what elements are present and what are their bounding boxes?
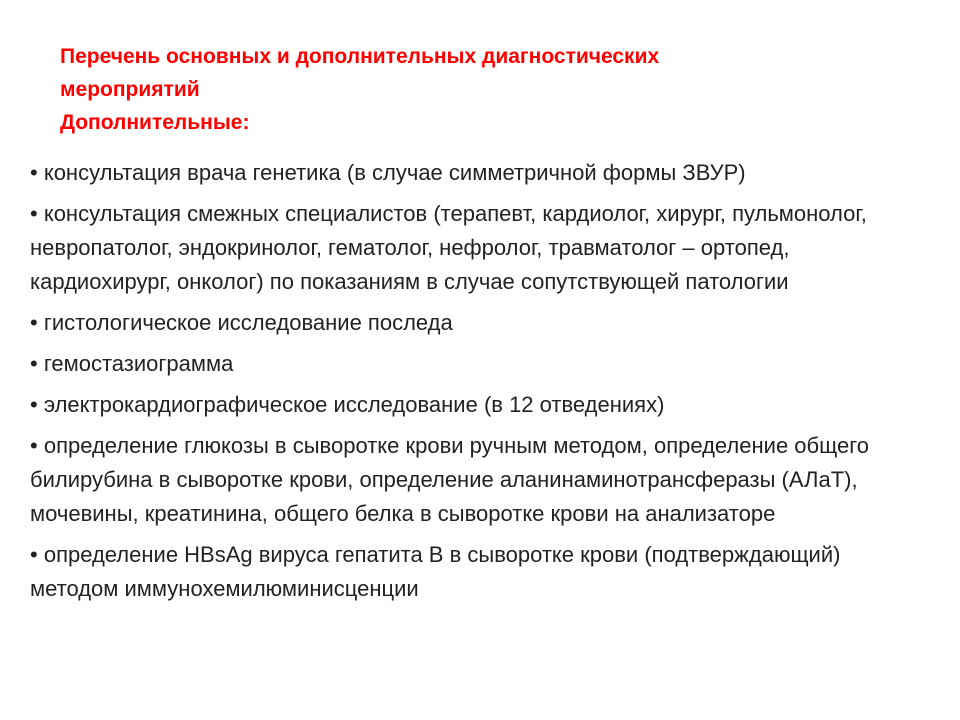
bullet-marker: • — [30, 392, 38, 417]
list-item — [30, 388, 930, 422]
bullet-marker: • — [30, 542, 38, 567]
bullet-marker: • — [30, 201, 38, 226]
bullet-marker: • — [30, 310, 38, 335]
bullet-marker: • — [30, 160, 38, 185]
list-item-text: гемостазиограмма — [43, 351, 234, 376]
list-item-text: определение глюкозы в сыворотке крови ручным методом, определение общего билирубина в сыворотке крови, определение аланинаминотрансферазы (АЛаТ), мочевины, креатинина, общего белка в сыворотке крови на анализаторе — [30, 433, 869, 526]
list-item — [30, 429, 930, 531]
list-item-text: определение HBsAg вируса гепатита В в сыворотке крови (подтверждающий) методом иммунохемилюминисценции — [30, 542, 841, 601]
bullet-list — [30, 156, 930, 613]
title-line-3: Дополнительные: — [60, 111, 250, 134]
list-item-text: консультация врача генетика (в случае симметричной формы ЗВУР) — [43, 160, 746, 185]
list-item-text: консультация смежных специалистов (терапевт, кардиолог, хирург, пульмонолог, невропатолог, эндокринолог, гематолог, нефролог, травматолог – ортопед, кардиохирург, онколог) по показаниям в случае сопутствующей патологии — [30, 201, 867, 294]
title-line-1: Перечень основных и дополнительных диагностических — [60, 45, 660, 68]
list-item-text: электрокардиографическое исследование (в 12 отведениях) — [43, 392, 665, 417]
bullet-marker: • — [30, 351, 38, 376]
list-item — [30, 538, 930, 606]
list-item — [30, 156, 930, 190]
list-item — [30, 306, 930, 340]
list-item — [30, 347, 930, 381]
title-line-2: мероприятий — [60, 78, 200, 101]
list-item — [30, 197, 930, 299]
list-item-text: гистологическое исследование последа — [43, 310, 453, 335]
bullet-marker: • — [30, 433, 38, 458]
slide-title — [60, 40, 920, 139]
